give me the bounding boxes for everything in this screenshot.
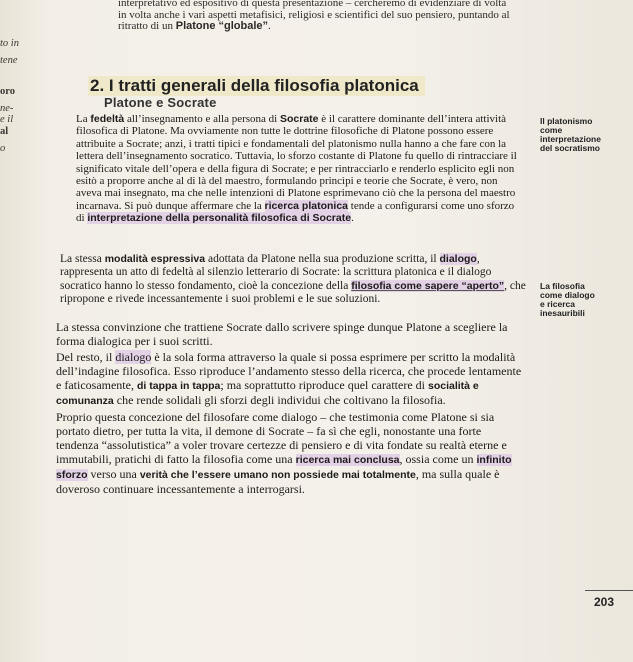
bold-tappa: di tappa in tappa [136, 380, 221, 392]
left-fragment-7: o [0, 143, 6, 154]
top-paragraph-fragment [118, 0, 633, 33]
top-line-2: in volta anche i vari aspetti metafisici, religiosi e scientifici del suo pensiero, puntando al [118, 8, 510, 21]
footer-rule [585, 590, 633, 591]
paragraph-convinzione: La stessa convinzione che trattiene Socrate dallo scrivere spinge dunque Platone a scegliere la forma dialogica per i suoi scritti. [56, 320, 508, 348]
highlight-filosofia-aperto: filosofia come sapere “aperto” [351, 279, 505, 292]
globale-bold: Platone “globale” [175, 20, 269, 32]
margin-note-platonismo: Il platonismo come interpretazione del socratismo [540, 116, 601, 153]
left-fragment-4: ne- [0, 103, 14, 114]
highlight-dialogo: dialogo [439, 253, 477, 265]
paragraph-fedelta: La fedeltà all’insegnamento e alla persona di Socrate è il carattere dominante dell’intera attività filosofica di Platone. Ma ovviamente non tutte le dottrine filosofiche di Platone possono essere attribuite a Socrate; anzi, i tratti tipici e fondamentali del platonismo nulla hanno a che fare con la lettera dell’insegnamento socratico. Tuttavia, lo sforzo costante di Platone fu quello di rintracciare il significato vitale dell’opera e della figura di Socrate; e per rintracciarlo e renderlo esplicito egli non esitò a proporre anche al di là del maestro, formulando princìpi e teorie che Socrate, è vero, non aveva mai insegnato, ma che nelle intenzioni di Platone esprimevano ciò che la persona del maestro incarnava. Si può dunque affermare che la ricerca platonica tende a configurarsi come uno sforzo di interpretazione della personalità filosofica di Socrate. [76, 113, 517, 225]
bold-verita: verità che l’essere umano non possiede mai totalmente [139, 469, 416, 481]
bold-modalita-espressiva: modalità espressiva [104, 253, 206, 265]
section-title: 2. I tratti generali della filosofia platonica [88, 76, 425, 96]
left-fragment-6: al [0, 126, 9, 137]
highlight-infinito-sforzo: infinito sforzo [56, 454, 512, 481]
paragraph-proprio: Proprio questa concezione del filosofare come dialogo – che testimonia come Platone si sia portato dietro, per tutta la vita, il demone di Socrate – fa sì che egli, nonostante una forte tendenza “assolutistica” a voler trovare certezze di pensiero e di vita fondate su realtà eterne e immutabili, pratichi di fatto la filosofia come una ricerca mai conclusa, ossia come un infinito sforzo verso una verità che l’essere umano non possiede mai totalmente, ma sulla quale è doveroso continuare incessantemente a interrogarsi. [56, 410, 512, 496]
left-fragment-5: e il [0, 114, 14, 125]
paragraphs-dialogo-ricerca [56, 320, 526, 498]
highlight-ricerca-mai-conclusa: ricerca mai conclusa [295, 454, 400, 466]
page-number: 203 [594, 595, 615, 609]
paragraph-modalita: La stessa modalità espressiva adottata da Platone nella sua produzione scritta, il dialogo, rappresenta un atto di fedeltà al silenzio letterario di Socrate: la scrittura platonica e il dialogo socratico hanno lo stesso fondamento, cioè la concezione della filosofia come sapere “aperto”, che ripropone e rivede incessantemente i suoi problemi e le sue soluzioni. [60, 253, 526, 305]
section-subtitle: Platone e Socrate [104, 95, 217, 110]
top-line-1: interpretativo ed espositivo di questa presentazione – cercheremo di evidenziare di volta [118, 0, 507, 9]
left-fragment-3: oro [0, 86, 15, 97]
highlight-interpretazione: interpretazione della personalità filosofica di Socrate [87, 212, 352, 225]
paragraph-del-resto: Del resto, il dialogo è la sola forma attraverso la quale si possa esprimere per scritto la modalità dell’indagine filosofica. Esso riproduce l’andamento stesso della ricerca, che procede lentamente e faticosamente, di tappa in tappa; ma soprattutto riproduce quel carattere di socialità e comunanza che rende solidali gli sforzi degli individui che coltivano la filosofia. [56, 350, 522, 407]
margin-note-filosofia: La filosofia come dialogo e ricerca inesauribili [540, 281, 595, 318]
left-fragment-2: tene [0, 55, 18, 66]
top-line-3: ritratto di un Platone “globale”. [118, 20, 271, 32]
bold-socialita: socialità e comunanza [56, 380, 479, 407]
bold-socrate: Socrate [279, 113, 319, 125]
highlight-ricerca-platonica: ricerca platonica [264, 199, 349, 212]
left-fragment-1: to in [0, 38, 19, 49]
bold-fedelta: fedeltà [90, 113, 125, 125]
highlight-dialogo-2: dialogo [115, 350, 152, 364]
